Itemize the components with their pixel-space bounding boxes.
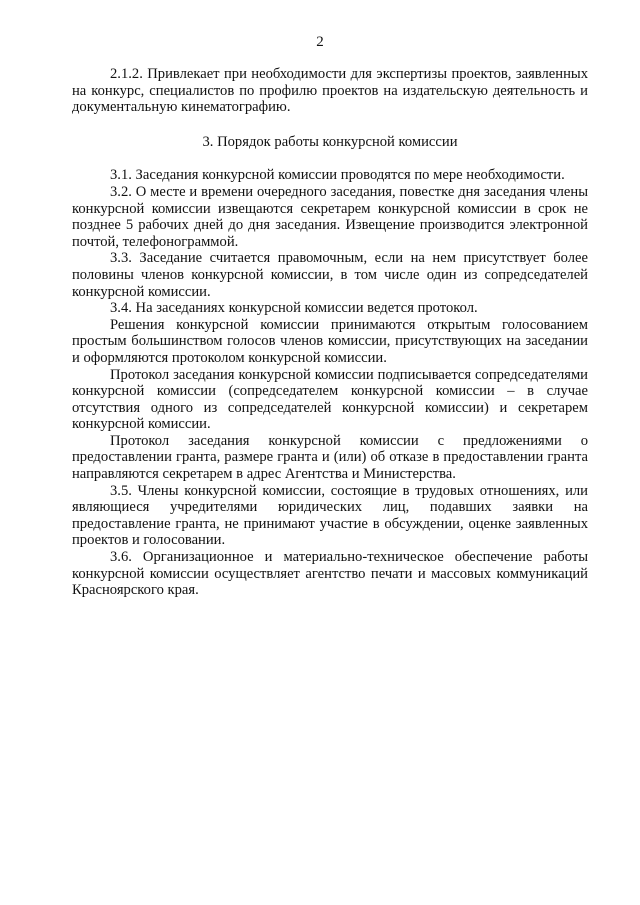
paragraph-3-3: 3.3. Заседание считается правомочным, если на нем присутствует более половины членов конкурсной комиссии, в том числе один из сопредседателей конкурсной комиссии. — [72, 250, 588, 300]
paragraph-3-5: 3.5. Члены конкурсной комиссии, состоящие в трудовых отношениях, или являющиеся учредителями юридических лиц, подавших заявки на предоставление гранта, не принимают участие в обсуждении, оценке заявленных проектов и голосовании. — [72, 482, 588, 549]
paragraph-protocol-signing: Протокол заседания конкурсной комиссии подписывается сопредседателями конкурсной комиссии (сопредседателем конкурсной комиссии – в случае отсутствия одного из сопредседателей конкурсной комиссии) и секретарем конкурсной комиссии. — [72, 366, 588, 433]
paragraph-3-6: 3.6. Организационное и материально-техническое обеспечение работы конкурсной комиссии осуществляет агентство печати и массовых коммуникаций Красноярского края. — [72, 549, 588, 599]
paragraph-3-2: 3.2. О месте и времени очередного заседания, повестке дня заседания члены конкурсной комиссии извещаются секретарем конкурсной комиссии в срок не позднее 5 рабочих дней до дня заседания. Извещение производится электронной почтой, телефонограммой. — [72, 183, 588, 250]
document-body — [72, 66, 588, 599]
paragraph-2-1-2: 2.1.2. Привлекает при необходимости для экспертизы проектов, заявленных на конкурс, специалистов по профилю проектов на издательскую деятельность и документальную кинематографию. — [72, 66, 588, 116]
section-title: 3. Порядок работы конкурсной комиссии — [202, 133, 458, 150]
paragraph-protocol-sending: Протокол заседания конкурсной комиссии с предложениями о предоставлении гранта, размере гранта и (или) об отказе в предоставлении гранта направляются секретарем в адрес Агентства и Министерства. — [72, 432, 588, 483]
paragraph-3-1: 3.1. Заседания конкурсной комиссии проводятся по мере необходимости. — [110, 167, 565, 184]
paragraph-decisions: Решения конкурсной комиссии принимаются открытым голосованием простым большинством голосов членов комиссии, присутствующих на заседании и оформляются протоколом конкурсной комиссии. — [72, 316, 588, 366]
page-number: 2 — [316, 34, 324, 50]
paragraph-3-4: 3.4. На заседаниях конкурсной комиссии ведется протокол. — [110, 300, 478, 317]
